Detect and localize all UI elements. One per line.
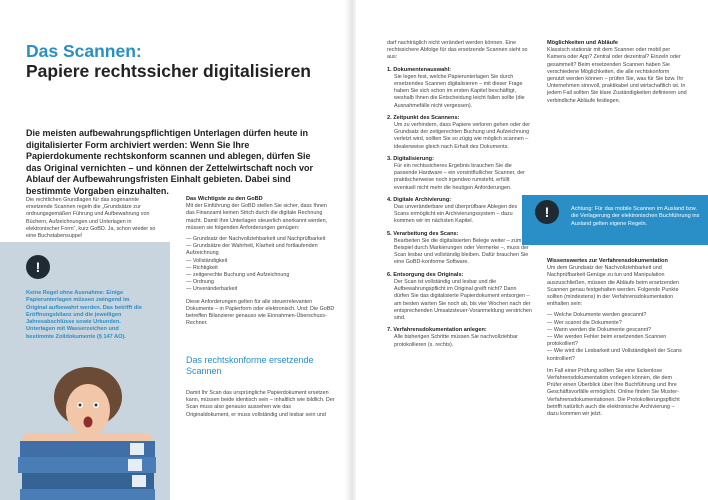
left-page xyxy=(0,0,349,500)
scan-column xyxy=(186,390,336,419)
step-body: Das unveränderbare und überprüfbare Ablegen des Scans ermöglicht ein Archivierungssystem – dazu kommen wir im nächsten Kapitel. xyxy=(394,204,518,225)
step-item xyxy=(387,197,532,226)
step-title: 7. Verfahrensdokumentation anlegen: xyxy=(387,327,487,334)
gobd-text: Mit der Einführung der GoBD stellen Sie sicher, dass Ihnen das Finanzamt keinen Strich durch die digitale Rechnung macht. Damit Ihre Unterlagen steuerlich anerkannt werden, müssen sie folgenden Anforderungen genügen: xyxy=(186,203,328,231)
documentation-text-2: Im Fall einer Prüfung sollten Sie eine lückenlose Verfahrensdokumentation vorlegen können, die dem Prüfer einen Überblick über Ihre Buchführung und Ihre Geschäftsvorfälle ermöglicht. Online finden Sie Muster-Verfahrensdokumentationen. Die Protokollierungspflicht betrifft natürlich auch die elektronische Archivierung – dazu kommen wir jetzt. xyxy=(547,367,680,418)
step-body: Alle bisherigen Schritte müssen Sie nachvollziehbar protokollieren (s. rechts). xyxy=(394,334,518,348)
section-heading-scannen: Das rechtskonforme ersetzende Scannen xyxy=(186,355,314,376)
legal-basis-text: Die rechtlichen Grundlagen für das sogenannte ersetzende Scannen regeln die „Grundsätze zur ordnungsgemäßen Führung und Aufbewahrung von Büchern, Aufzeichnungen und Unterlagen in elektronischer Form“, kurz GoBD. Ja, schon wieder so eine Buchstabensuppe! xyxy=(26,197,156,240)
legal-basis-column xyxy=(26,197,164,240)
gobd-heading: Das Wichtigste zu den GoBD xyxy=(186,196,263,202)
documentation-list xyxy=(547,312,687,362)
step-title: 5. Verarbeitung des Scans: xyxy=(387,230,459,237)
list-item: — Wann werden die Dokumente gescannt? xyxy=(547,326,652,333)
warning-icon: ! xyxy=(26,255,50,279)
step-item xyxy=(387,272,532,322)
list-item: — Vollständigkeit xyxy=(186,257,228,264)
step-item xyxy=(387,327,532,349)
gobd-requirements-list xyxy=(186,236,336,294)
list-item: — Grundsätze der Wahrheit, Klarheit und fortlaufenden Aufzeichnung xyxy=(186,243,318,257)
exception-note-text: Keine Regel ohne Ausnahme: Einige Papierunterlagen müssen zwingend im Original aufbewahrt werden. Das betrifft die Eröffnungsbilanz und die jeweiligen Jahresabschlüsse sowie Urkunden. Unterlagen mit Wasserzeichen und bestimmte Zolldokumente (§ 147 AO). xyxy=(26,290,142,340)
steps-column xyxy=(387,40,532,349)
list-item: — zeitgerechte Buchung und Aufzeichnung xyxy=(186,272,290,279)
step-title: 1. Dokumentenauswahl: xyxy=(387,66,452,73)
step-title: 2. Zeitpunkt des Scannens: xyxy=(387,114,460,121)
list-item: — Wer scannt die Dokumente? xyxy=(547,319,622,326)
step-title: 6. Entsorgung des Originals: xyxy=(387,271,464,278)
step-title: 4. Digitale Archivierung: xyxy=(387,196,452,203)
options-column xyxy=(547,40,687,105)
list-item: — Unveränderbarkeit xyxy=(186,286,238,293)
options-heading: Möglichkeiten und Abläufe xyxy=(547,40,618,46)
binder-stack-photo xyxy=(0,355,170,500)
step-body: Sie legen fest, welche Papierunterlagen Sie durch ersetzendes Scannen digitalisieren – mit dieser Frage haben Sie sich schon im ersten Kapitel beschäftigt, weshalb Ihnen die Entscheidung leicht fallen sollte (die Ausnahmefälle nicht vergessen). xyxy=(394,73,525,109)
list-item: — Welche Dokumente werden gescannt? xyxy=(547,312,647,319)
step-title: 3. Digitalisierung: xyxy=(387,155,434,162)
list-item: — Grundsatz der Nachvollziehbarkeit und Nachprüfbarkeit xyxy=(186,236,326,243)
step-item xyxy=(387,231,532,267)
list-item: — Wie werden Fehler beim ersetzenden Scannen protokolliert? xyxy=(547,334,667,348)
options-text: Klassisch stationär mit dem Scanner oder mobil per Kamera oder App? Zentral oder dezentral? Einzeln oder gesammelt? Beim ersetzenden Scannen haben Sie verschiedene Möglichkeiten, die alle rechtskonform genutzt werden können – prüfen Sie, was für Sie bzw. Ihr Unternehmen sinnvoll, praktikabel und wirtschaftlich ist. In jedem Fall sollten Sie klare Zuständigkeiten definieren und verbindliche Abläufe festlegen. xyxy=(547,47,687,104)
gobd-text-2: Diese Anforderungen gelten für alle steuerrelevanten Dokumente – in Papierform oder elektronisch. Und: Die GoBD betreffen Bilanzierer genauso wie Einnahmen-Überschuss-Rechner. xyxy=(186,298,335,327)
page-subtitle: Papiere rechtssicher digitalisieren xyxy=(26,61,311,81)
list-item: — Richtigkeit xyxy=(186,264,218,271)
step-body: Um zu verhindern, dass Papiere verloren gehen oder der Grundsatz der zeitgerechten Buchung und Aufzeichnung verletzt wird, sollten Sie so zügig wie möglich scannen – idealerweise gleich nach Erhalt des Dokuments. xyxy=(394,122,531,150)
documentation-text: Um dem Grundsatz der Nachvollziehbarkeit und Nachprüfbarkeit Genüge zu tun und Manipulation auszuschließen, müssen die Abläufe beim ersetzenden Scannen genau festgehalten werden. Folgende Punkte sollten (mindestens) in der Verfahrensdokumentation enthalten sein: xyxy=(547,265,679,308)
steps-intro: darf nachträglich nicht verändert werden können. Eine rechtssichere Abfolge für das ersetzende Scannen sieht so aus: xyxy=(387,40,528,61)
documentation-heading: Wissenswertes zur Verfahrensdokumentation xyxy=(547,258,668,264)
list-item: — Ordnung xyxy=(186,279,214,286)
intro-paragraph: Die meisten aufbewahrungspflichtigen Unterlagen dürfen heute in digitalisierter Form archiviert werden: Wenn Sie Ihre Papierdokumente rechtskonform scannen und ablegen, dürfen Sie das Original vernichten – und können der Zettelwirtschaft noch vor Ablauf der Aufbewahrungsfristen Einhalt gebieten. Dabei sind bestimmte Vorgaben einzuhalten. xyxy=(26,128,314,196)
step-item xyxy=(387,115,532,151)
scan-text: Damit Ihr Scan das ursprüngliche Papierdokument ersetzen kann, müssen beide identisch sein – inhaltlich wie bildlich. Der Scan muss also genauso aussehen wie das Originaldokument, er muss vollständig und lesbar sein und xyxy=(186,390,335,418)
list-item: — Wie wird die Lesbarkeit und Vollständigkeit der Scans kontrolliert? xyxy=(547,348,682,362)
step-body: Bearbeiten Sie die digitalisierten Belege weiter – zum Beispiel durch Markierungen oder Vermerke –, muss der Scan lesbar und vollständig bleiben. Dafür brauchen Sie eine GoBD-konforme Software. xyxy=(394,237,529,266)
step-item xyxy=(387,156,532,192)
callout-text: Achtung: Für das mobile Scannen im Ausland bzw. die Verlagerung der elektronischen Buchführung ins Ausland gelten eigene Regeln. xyxy=(571,206,700,227)
step-body: Für ein rechtssicheres Ergebnis brauchen Sie die passende Hardware – ein vorsintflutlicher Scanner, der praktischerweise noch irgendwo rumsteht, erfüllt eventuell nicht mehr die heutigen Anforderungen. xyxy=(394,163,525,191)
page-title: Das Scannen: xyxy=(26,41,142,61)
step-body: Der Scan ist vollständig und lesbar und die Aufbewahrungspflicht im Original greift nicht? Dann dürfen Sie das digitalisierte Papierdokument entsorgen – am besten warten Sie noch ab, bis vier Wochen nach der entsprechenden Umsatzsteuer-Voranmeldung verstrichen sind. xyxy=(394,278,532,321)
step-item xyxy=(387,67,532,110)
gobd-column xyxy=(186,196,336,327)
documentation-column xyxy=(547,258,687,418)
warning-icon: ! xyxy=(535,200,559,224)
